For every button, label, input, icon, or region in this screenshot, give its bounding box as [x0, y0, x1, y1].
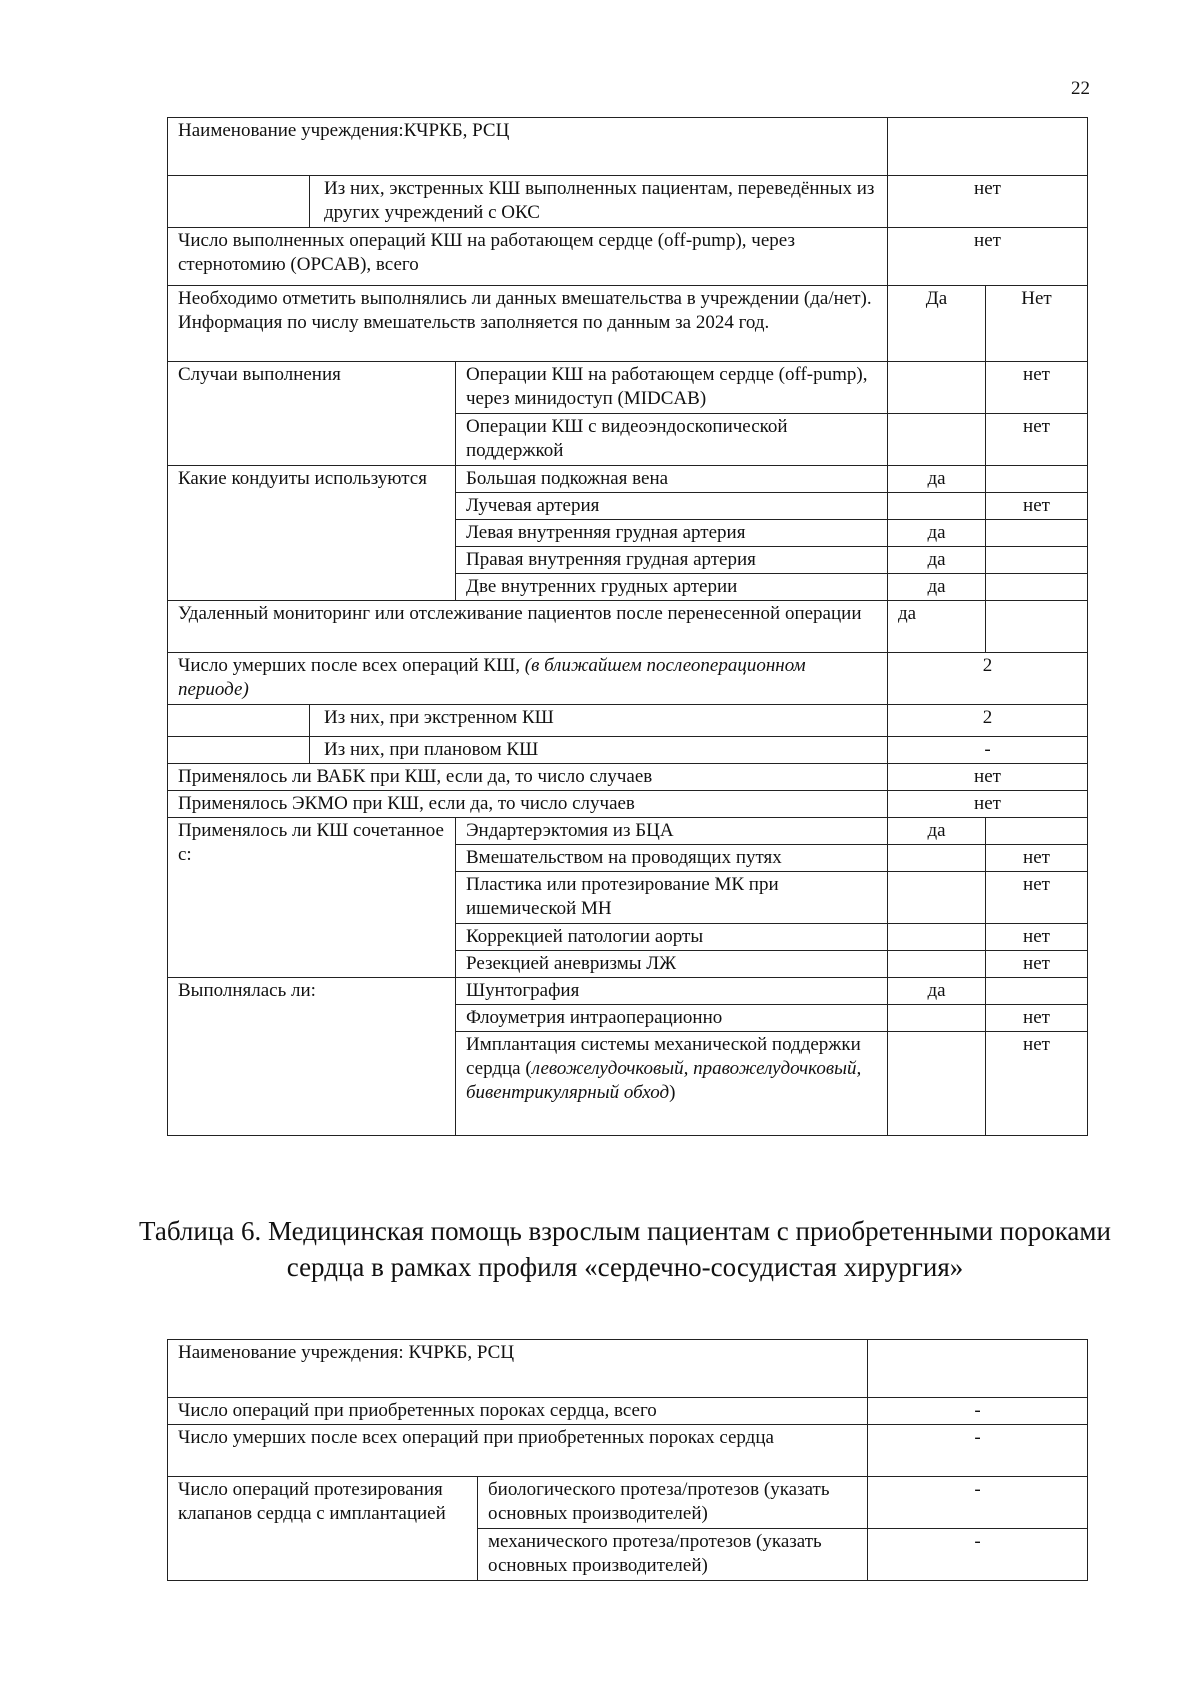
deaths-planned-label: Из них, при плановом КШ	[310, 737, 888, 764]
institution-cell: Наименование учреждения:КЧРКБ, РСЦ	[168, 118, 888, 176]
combined-name: Коррекцией патологии аорты	[456, 924, 888, 951]
conduit-no	[986, 547, 1088, 574]
cabg-table	[167, 117, 1088, 1136]
iabp-value: нет	[888, 764, 1088, 791]
mcs-note: левожелудочковый, правожелудочковый, бивентрикулярный обход	[466, 1058, 862, 1103]
combined-name: Пластика или протезирование МК при ишемической МН	[456, 872, 888, 924]
ops-label: Число операций при приобретенных пороках сердца, всего	[168, 1398, 868, 1425]
conduit-yes: да	[888, 466, 986, 493]
midcab-no: нет	[986, 362, 1088, 414]
opcab-label: Число выполненных операций КШ на работающем сердце (off-pump), через стернотомию (OPCAB), всего	[168, 228, 888, 286]
institution-value-cell	[868, 1340, 1088, 1398]
combined-no: нет	[986, 951, 1088, 978]
conduit-yes	[888, 493, 986, 520]
indent-cell	[168, 176, 310, 228]
table6-heading: Таблица 6. Медицинская помощь взрослым пациентам с приобретенными пороками сердца в рамках профиля «сердечно-сосудистая хирургия»	[139, 1216, 1111, 1282]
combined-yes	[888, 924, 986, 951]
mcs-yes	[888, 1032, 986, 1136]
note-cell: Необходимо отметить выполнялись ли данных вмешательства в учреждении (да/нет). Информация по числу вмешательств заполняется по данным за 2024 год.	[168, 286, 888, 362]
combined-no	[986, 818, 1088, 845]
combined-no: нет	[986, 872, 1088, 924]
combined-name: Эндартерэктомия из БЦА	[456, 818, 888, 845]
mech-label: механического протеза/протезов (указать основных производителей)	[478, 1529, 868, 1581]
transferred-value: нет	[888, 176, 1088, 228]
deaths-planned-value: -	[888, 737, 1088, 764]
deaths-label: Число умерших после всех операций при приобретенных пороках сердца	[168, 1425, 868, 1477]
mcs-close: )	[669, 1082, 676, 1103]
ecmo-label: Применялось ЭКМО при КШ, если да, то число случаев	[168, 791, 888, 818]
midcab-label: Операции КШ на работающем сердце (off-pump), через минидоступ (MIDCAB)	[456, 362, 888, 414]
deaths-label	[168, 653, 888, 705]
combined-name: Вмешательством на проводящих путях	[456, 845, 888, 872]
conduit-yes: да	[888, 547, 986, 574]
deaths-label-text: Число умерших после всех операций КШ,	[178, 655, 521, 676]
indent-cell	[168, 737, 310, 764]
conduit-no	[986, 466, 1088, 493]
video-no: нет	[986, 414, 1088, 466]
video-yes	[888, 414, 986, 466]
conduit-yes: да	[888, 520, 986, 547]
bio-value: -	[868, 1477, 1088, 1529]
indent-cell	[168, 705, 310, 737]
combined-no: нет	[986, 845, 1088, 872]
conduits-label: Какие кондуиты используются	[168, 466, 456, 601]
opcab-value: нет	[888, 228, 1088, 286]
iabp-label: Применялось ли ВАБК при КШ, если да, то число случаев	[168, 764, 888, 791]
conduit-name: Правая внутренняя грудная артерия	[456, 547, 888, 574]
performed-yes: да	[888, 978, 986, 1005]
performed-name: Флоуметрия интраоперационно	[456, 1005, 888, 1032]
transferred-label: Из них, экстренных КШ выполненных пациентам, переведённых из других учреждений с ОКС	[310, 176, 888, 228]
deaths-emergency-label: Из них, при экстренном КШ	[310, 705, 888, 737]
combined-yes	[888, 872, 986, 924]
ecmo-value: нет	[888, 791, 1088, 818]
cases-label: Случаи выполнения	[168, 362, 456, 466]
ops-value: -	[868, 1398, 1088, 1425]
col-yes-header: Да	[888, 286, 986, 362]
bio-label: биологического протеза/протезов (указать основных производителей)	[478, 1477, 868, 1529]
conduit-no: нет	[986, 493, 1088, 520]
mcs-no: нет	[986, 1032, 1088, 1136]
deaths-note: (в ближайшем послеоперационном периоде)	[178, 655, 806, 700]
midcab-yes	[888, 362, 986, 414]
page-number: 22	[1071, 78, 1090, 99]
deaths-value: 2	[888, 653, 1088, 705]
monitoring-yes: да	[888, 601, 986, 653]
combined-yes: да	[888, 818, 986, 845]
combined-yes	[888, 951, 986, 978]
mech-value: -	[868, 1529, 1088, 1581]
video-label: Операции КШ с видеоэндоскопической поддержкой	[456, 414, 888, 466]
conduit-name: Большая подкожная вена	[456, 466, 888, 493]
valve-label: Число операций протезирования клапанов сердца с имплантацией	[168, 1477, 478, 1581]
combined-name: Резекцией аневризмы ЛЖ	[456, 951, 888, 978]
performed-name: Шунтография	[456, 978, 888, 1005]
conduit-no	[986, 520, 1088, 547]
performed-yes	[888, 1005, 986, 1032]
deaths-value: -	[868, 1425, 1088, 1477]
combined-no: нет	[986, 924, 1088, 951]
col-no-header: Нет	[986, 286, 1088, 362]
valve-table	[167, 1339, 1088, 1581]
conduit-yes: да	[888, 574, 986, 601]
combined-label: Применялось ли КШ сочетанное с:	[168, 818, 456, 978]
mcs-label	[456, 1032, 888, 1136]
institution-cell: Наименование учреждения: КЧРКБ, РСЦ	[168, 1340, 868, 1398]
conduit-name: Две внутренних грудных артерии	[456, 574, 888, 601]
performed-no	[986, 978, 1088, 1005]
mcs-label-text: Имплантация системы механической поддержки сердца (	[466, 1034, 861, 1079]
conduit-name: Левая внутренняя грудная артерия	[456, 520, 888, 547]
institution-value-cell	[888, 118, 1088, 176]
monitoring-label: Удаленный мониторинг или отслеживание пациентов после перенесенной операции	[168, 601, 888, 653]
performed-no: нет	[986, 1005, 1088, 1032]
conduit-name: Лучевая артерия	[456, 493, 888, 520]
deaths-emergency-value: 2	[888, 705, 1088, 737]
monitoring-no	[986, 601, 1088, 653]
combined-yes	[888, 845, 986, 872]
performed-label: Выполнялась ли:	[168, 978, 456, 1136]
conduit-no	[986, 574, 1088, 601]
